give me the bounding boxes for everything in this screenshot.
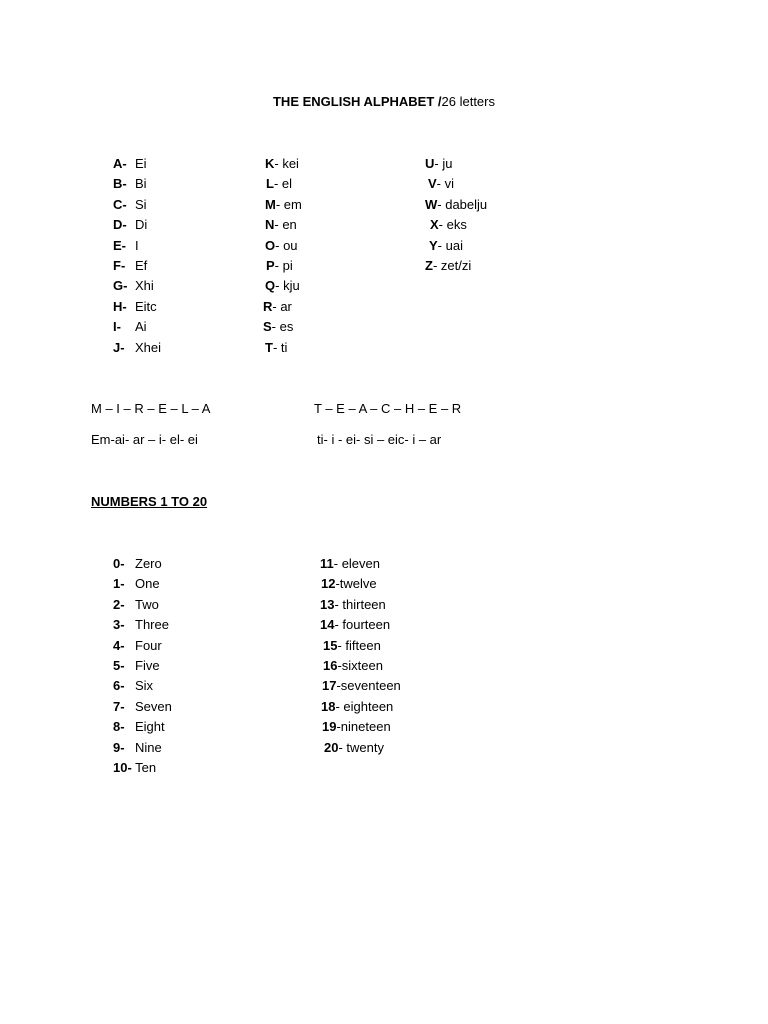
letter-key: P	[266, 257, 275, 273]
letter-pron: - ti	[272, 339, 288, 355]
numbers-column-2	[320, 554, 401, 758]
alphabet-row	[265, 338, 302, 358]
letter-pron: - vi	[436, 176, 455, 192]
number-key: 12	[321, 576, 336, 592]
alphabet-row	[113, 195, 161, 215]
letter-key: J-	[113, 339, 125, 355]
number-row	[320, 554, 401, 574]
number-key: 10-	[113, 759, 132, 775]
letter-pron: Xhi	[135, 278, 154, 294]
alphabet-row	[113, 276, 161, 296]
numbers-heading: NUMBERS 1 TO 20	[91, 494, 208, 509]
title-normal: 26 letters	[441, 94, 495, 109]
numbers-column-1	[113, 554, 172, 778]
letter-key: D-	[113, 217, 127, 233]
alphabet-row	[265, 174, 302, 194]
spelling-pron-teacher: ti- i - ei- si – eic- i – ar	[317, 432, 442, 447]
letter-pron: Eitc	[135, 298, 157, 314]
number-key: 4-	[113, 637, 125, 653]
number-word: -seventeen	[336, 678, 401, 694]
number-word: - twenty	[338, 739, 384, 755]
number-row	[320, 717, 401, 737]
letter-key: T	[265, 339, 273, 355]
number-word: -nineteen	[336, 719, 391, 735]
number-word: -twelve	[335, 576, 377, 592]
letter-key: M	[265, 196, 276, 212]
alphabet-row	[425, 236, 487, 256]
alphabet-column-1	[113, 154, 161, 358]
alphabet-row	[113, 256, 161, 276]
letter-pron: - ju	[434, 156, 453, 171]
alphabet-row	[425, 195, 487, 215]
letter-key: N	[265, 217, 275, 233]
letter-pron: Ei	[135, 156, 147, 171]
number-word: Two	[135, 596, 159, 612]
number-row	[113, 697, 172, 717]
letter-pron: - zet/zi	[432, 257, 472, 273]
number-row	[320, 574, 401, 594]
number-row	[113, 738, 172, 758]
number-row	[113, 574, 172, 594]
spelling-word-teacher: T – E – A – C – H – E – R	[314, 401, 462, 416]
letter-key: Y	[429, 237, 438, 253]
number-word: Zero	[135, 556, 162, 571]
number-word: - fourteen	[334, 617, 391, 633]
number-word: Ten	[131, 759, 157, 775]
number-key: 1-	[113, 576, 125, 592]
number-row	[320, 738, 401, 758]
number-key: 0-	[113, 556, 125, 571]
letter-pron: Di	[135, 217, 148, 233]
alphabet-row	[425, 174, 487, 194]
alphabet-row	[113, 215, 161, 235]
number-key: 9-	[113, 739, 125, 755]
alphabet-row	[113, 297, 161, 317]
letter-pron: - ar	[272, 298, 292, 314]
number-word: Four	[135, 637, 162, 653]
number-row	[113, 595, 172, 615]
number-row	[320, 636, 401, 656]
letter-key: Z	[425, 257, 433, 273]
number-key: 14	[320, 617, 335, 633]
letter-pron: - pi	[274, 257, 293, 273]
number-key: 16	[323, 657, 338, 673]
alphabet-row	[113, 317, 161, 337]
alphabet-row	[113, 174, 161, 194]
alphabet-row	[263, 297, 302, 317]
letter-key: C-	[113, 196, 127, 212]
letter-pron: - uai	[437, 237, 463, 253]
number-row	[320, 697, 401, 717]
alphabet-row	[113, 338, 161, 358]
number-word: - fifteen	[337, 637, 381, 653]
number-row	[113, 615, 172, 635]
alphabet-column-2	[265, 154, 302, 358]
letter-key: L	[266, 176, 274, 192]
number-word: One	[135, 576, 160, 592]
letter-pron: Ai	[135, 319, 147, 335]
number-key: 18	[321, 698, 336, 714]
number-word: Eight	[135, 719, 165, 735]
number-key: 17	[322, 678, 337, 694]
number-row	[320, 676, 401, 696]
number-key: 15	[323, 637, 338, 653]
number-key: 7-	[113, 698, 125, 714]
letter-pron: - el	[273, 176, 293, 192]
number-key: 2-	[113, 596, 125, 612]
letter-pron: I	[135, 237, 139, 253]
letter-key: O	[265, 237, 276, 253]
letter-pron: - kei	[274, 156, 299, 171]
number-word: Five	[135, 657, 160, 673]
letter-pron: - eks	[438, 217, 467, 233]
number-word: - thirteen	[334, 596, 386, 612]
letter-key: Q	[265, 278, 276, 294]
alphabet-row	[263, 317, 302, 337]
alphabet-row	[265, 276, 302, 296]
number-word: -sixteen	[337, 657, 383, 673]
number-word: Nine	[135, 739, 162, 755]
alphabet-row	[265, 236, 302, 256]
letter-key: X	[430, 217, 439, 233]
letter-key: R	[263, 298, 273, 314]
number-row	[320, 615, 401, 635]
number-word: - eleven	[333, 556, 380, 571]
number-key: 3-	[113, 617, 125, 633]
number-key: 5-	[113, 657, 125, 673]
letter-pron: - en	[274, 217, 297, 233]
letter-pron: - dabelju	[437, 196, 488, 212]
number-row	[113, 676, 172, 696]
letter-key: A-	[113, 156, 127, 171]
alphabet-row	[265, 154, 302, 174]
letter-pron: Xhei	[135, 339, 162, 355]
title-bold: THE ENGLISH ALPHABET /	[272, 94, 442, 109]
number-row	[113, 656, 172, 676]
number-key: 6-	[113, 678, 125, 694]
spelling-pron-mirela: Em-ai- ar – i- el- ei	[91, 432, 198, 447]
alphabet-row	[265, 215, 302, 235]
number-key: 19	[322, 719, 337, 735]
letter-key: G-	[113, 278, 128, 294]
alphabet-row	[113, 236, 161, 256]
number-key: 20	[324, 739, 339, 755]
number-row	[113, 758, 172, 778]
page-title	[0, 94, 768, 109]
number-word: Three	[135, 617, 169, 633]
letter-pron: Bi	[135, 176, 147, 192]
number-key: 8-	[113, 719, 125, 735]
letter-key: U	[425, 156, 435, 171]
letter-key: W	[425, 196, 438, 212]
letter-pron: - em	[275, 196, 302, 212]
alphabet-row	[425, 215, 487, 235]
letter-key: H-	[113, 298, 127, 314]
number-word: Seven	[135, 698, 172, 714]
letter-pron: - ou	[275, 237, 298, 253]
alphabet-row	[425, 154, 487, 174]
number-word: - eighteen	[335, 698, 394, 714]
number-row	[320, 595, 401, 615]
letter-key: K	[265, 156, 275, 171]
alphabet-row	[425, 256, 487, 276]
spelling-word-mirela: M – I – R – E – L – A	[91, 401, 211, 416]
number-row	[113, 554, 172, 574]
alphabet-column-3	[425, 154, 487, 276]
number-word: Six	[135, 678, 154, 694]
number-key: 11	[320, 556, 334, 571]
letter-pron: Ef	[135, 257, 148, 273]
letter-key: B-	[113, 176, 127, 192]
letter-key: I-	[113, 319, 121, 335]
letter-key: V	[428, 176, 437, 192]
letter-key: F-	[113, 257, 126, 273]
alphabet-row	[265, 256, 302, 276]
letter-pron: Si	[135, 196, 147, 212]
number-key: 13	[320, 596, 335, 612]
number-row	[320, 656, 401, 676]
letter-key: E-	[113, 237, 126, 253]
letter-pron: - es	[271, 319, 294, 335]
alphabet-row	[265, 195, 302, 215]
number-row	[113, 636, 172, 656]
letter-key: S	[263, 319, 272, 335]
alphabet-row	[113, 154, 161, 174]
letter-pron: - kju	[275, 278, 300, 294]
number-row	[113, 717, 172, 737]
